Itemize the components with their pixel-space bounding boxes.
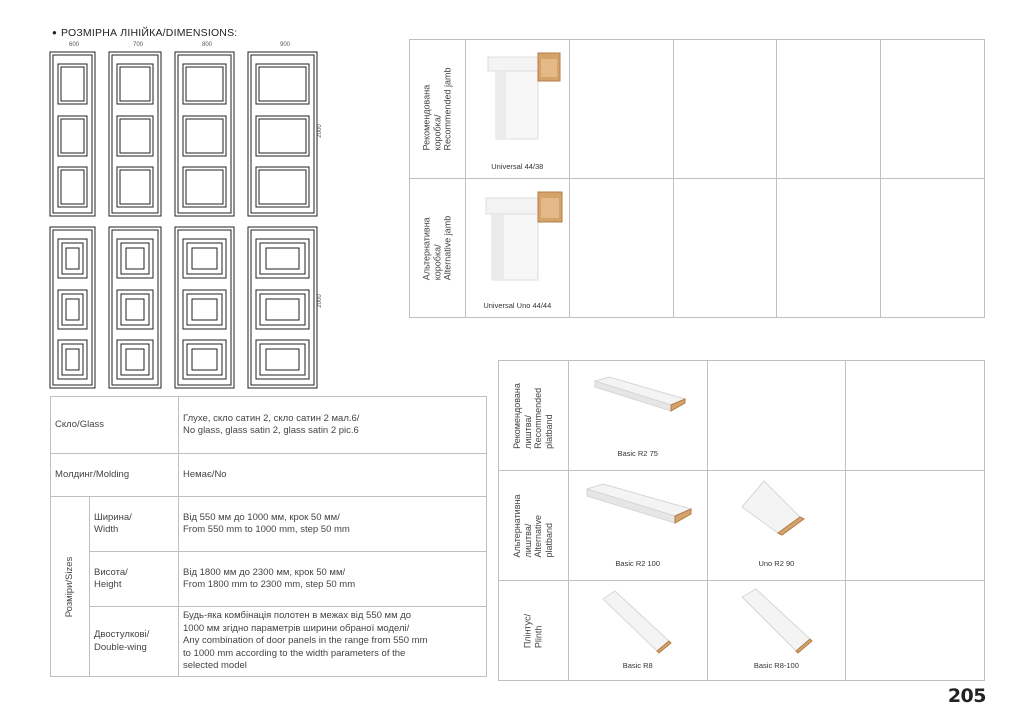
dimensions-title: ● РОЗМІРНА ЛІНІЙКА/DIMENSIONS: bbox=[52, 27, 238, 39]
glass-label: Скло/Glass bbox=[51, 397, 179, 454]
recommended-jamb-label: Рекомендована коробка/ Recommended jamb bbox=[421, 67, 453, 151]
double-wing-value: Будь-яка комбінація полотен в межах від 550 мм до 1000 мм згідно параметрів ширини обраної моделі/ Any combination of door panels in the range from 550 mm to 1000 mm according to the width parameters of the selected model bbox=[179, 607, 487, 677]
door-600-panels bbox=[50, 52, 95, 216]
jamb-universal-uno-44-44-image bbox=[478, 184, 563, 289]
platband-empty-1 bbox=[707, 361, 846, 471]
sizes-label: Розміри/Sizes bbox=[63, 556, 75, 617]
alternative-jamb-label: Альтернативна коробка/ Alternative jamb bbox=[421, 215, 453, 281]
glass-value: Глухе, скло сатин 2, скло сатин 2 мал.6/ No glass, glass satin 2, glass satin 2 pic.6 bbox=[179, 397, 487, 454]
alternative-jamb-label-cell bbox=[410, 179, 466, 318]
double-wing-label: Двостулкові/ Double-wing bbox=[90, 607, 179, 677]
door-drawings bbox=[48, 50, 323, 390]
platband-empty-4 bbox=[846, 581, 985, 681]
glass-row bbox=[51, 397, 487, 454]
door-600-glass bbox=[50, 227, 95, 388]
alternative-platband-label: Альтернативна лиштва/ Alternative platband bbox=[512, 494, 554, 557]
bullet-icon: ● bbox=[52, 28, 58, 37]
platband-empty-3 bbox=[846, 471, 985, 581]
jamb-grid bbox=[409, 39, 985, 318]
basic-r2-75-caption: Basic R2 75 bbox=[617, 449, 658, 458]
double-wing-row bbox=[51, 607, 487, 677]
height-label-top: 2000 bbox=[317, 124, 323, 138]
width-row bbox=[51, 497, 487, 552]
alternative-platband-label-cell bbox=[499, 471, 569, 581]
alternative-jamb-row bbox=[410, 179, 985, 318]
door-900-panels bbox=[248, 52, 317, 216]
universal-uno-44-44-caption: Universal Uno 44/44 bbox=[483, 301, 552, 310]
jamb-empty-1 bbox=[569, 40, 673, 179]
width-label-600: 600 bbox=[68, 42, 79, 48]
universal-44-38-cell bbox=[465, 40, 569, 179]
molding-value: Немає/No bbox=[179, 454, 487, 497]
width-label-800: 800 bbox=[201, 42, 212, 48]
plinth-label-cell bbox=[499, 581, 569, 681]
recommended-jamb-label-cell bbox=[410, 40, 466, 179]
jamb-empty-8 bbox=[881, 179, 985, 318]
door-800-glass bbox=[175, 227, 234, 388]
height-label: Висота/ Height bbox=[90, 552, 179, 607]
basic-r2-100-caption: Basic R2 100 bbox=[615, 559, 660, 568]
universal-44-38-caption: Universal 44/38 bbox=[491, 162, 544, 171]
width-value: Від 550 мм до 1000 мм, крок 50 мм/ From 550 mm to 1000 mm, step 50 mm bbox=[179, 497, 487, 552]
jamb-universal-44-38-image bbox=[478, 45, 563, 150]
jamb-empty-5 bbox=[569, 179, 673, 318]
plinth-basic-r8-image bbox=[599, 589, 679, 659]
width-label-700: 700 bbox=[132, 42, 143, 48]
platband-empty-2 bbox=[846, 361, 985, 471]
platband-basic-r2-100-image bbox=[583, 479, 695, 529]
jamb-empty-2 bbox=[673, 40, 777, 179]
width-label-900: 900 bbox=[279, 42, 290, 48]
platband-uno-r2-90-image bbox=[736, 477, 821, 537]
door-700-panels bbox=[109, 52, 161, 216]
height-value: Від 1800 мм до 2300 мм, крок 50 мм/ From 1800 mm to 2300 mm, step 50 mm bbox=[179, 552, 487, 607]
jamb-empty-3 bbox=[777, 40, 881, 179]
plinth-label: Плінтус/ Plinth bbox=[522, 613, 544, 648]
basic-r2-100-cell bbox=[568, 471, 707, 581]
height-label-bottom: 2000 bbox=[317, 294, 323, 308]
basic-r8-cell bbox=[568, 581, 707, 681]
recommended-platband-label: Рекомендована лиштва/ Recommended platband bbox=[512, 382, 554, 449]
universal-uno-44-44-cell bbox=[465, 179, 569, 318]
jamb-empty-4 bbox=[881, 40, 985, 179]
uno-r2-90-cell bbox=[707, 471, 846, 581]
basic-r8-100-cell bbox=[707, 581, 846, 681]
basic-r2-75-cell bbox=[568, 361, 707, 471]
height-row bbox=[51, 552, 487, 607]
alternative-platband-row bbox=[499, 471, 985, 581]
width-label: Ширина/ Width bbox=[90, 497, 179, 552]
door-900-glass bbox=[248, 227, 317, 388]
recommended-platband-row bbox=[499, 361, 985, 471]
sizes-label-cell bbox=[51, 497, 90, 677]
page-number: 205 bbox=[947, 685, 986, 707]
door-800-panels bbox=[175, 52, 234, 216]
platband-grid bbox=[498, 360, 985, 681]
basic-r8-100-caption: Basic R8-100 bbox=[753, 661, 799, 670]
molding-label: Молдинг/Molding bbox=[51, 454, 179, 497]
recommended-platband-label-cell bbox=[499, 361, 569, 471]
plinth-row bbox=[499, 581, 985, 681]
platband-basic-r2-75-image bbox=[589, 373, 689, 418]
jamb-empty-7 bbox=[777, 179, 881, 318]
jamb-empty-6 bbox=[673, 179, 777, 318]
basic-r8-caption: Basic R8 bbox=[622, 661, 653, 670]
molding-row bbox=[51, 454, 487, 497]
spec-table bbox=[50, 396, 487, 677]
plinth-basic-r8-100-image bbox=[738, 587, 818, 659]
door-700-glass bbox=[109, 227, 161, 388]
uno-r2-90-caption: Uno R2 90 bbox=[758, 559, 795, 568]
recommended-jamb-row bbox=[410, 40, 985, 179]
